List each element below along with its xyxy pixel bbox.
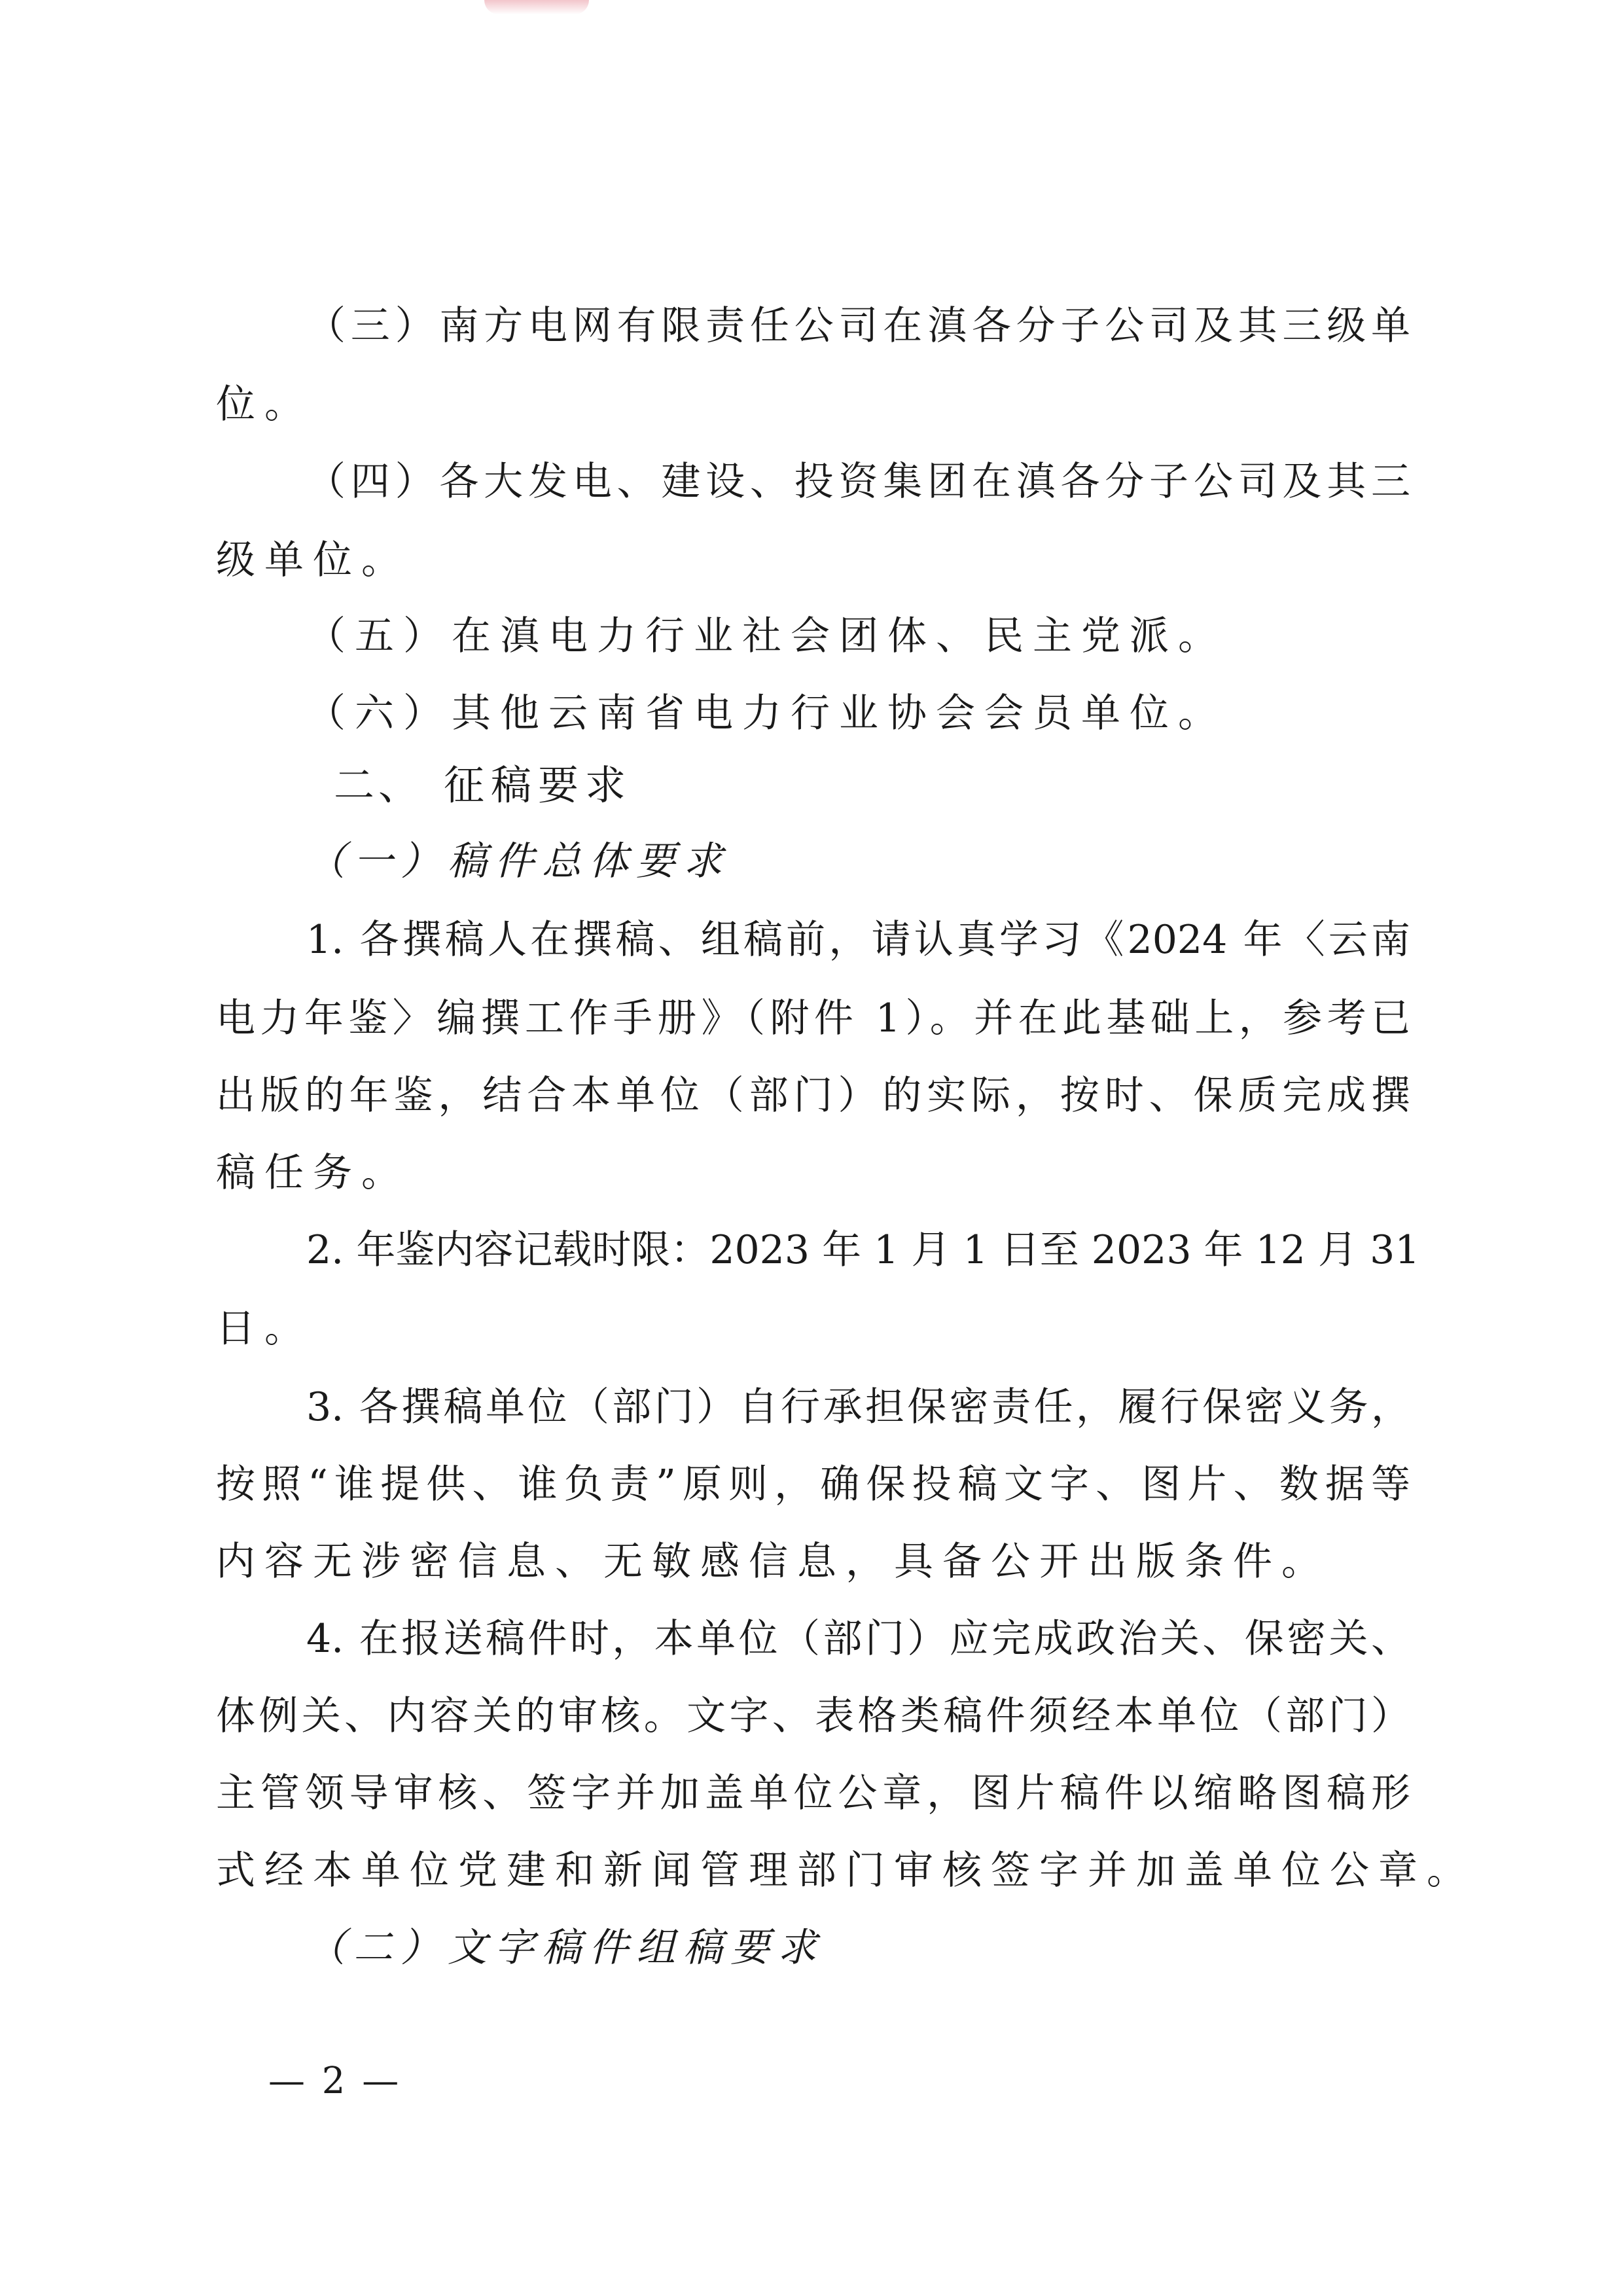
- page-number: — 2 —: [268, 2060, 402, 2102]
- paragraph-3-line-1: （三）南方电网有限责任公司在滇各分子公司及其三级单: [306, 303, 1410, 349]
- paragraph-4-line-2: 级单位。: [216, 537, 410, 583]
- item-4-line-1: 4. 在报送稿件时，本单位（部门）应完成政治关、保密关、: [306, 1616, 1410, 1662]
- item-2-line-1: 2. 年鉴内容记载时限：2023 年 1 月 1 日至 2023 年 12 月 31: [306, 1227, 1420, 1273]
- subsection-1-title: （一）稿件总体要求: [306, 838, 730, 884]
- item-2-line-2: 日。: [216, 1306, 313, 1352]
- section-heading: [334, 746, 632, 825]
- item-1-line-1: 1. 各撰稿人在撰稿、组稿前，请认真学习《2024 年〈云南: [306, 917, 1410, 963]
- item-3-line-1: 3. 各撰稿单位（部门）自行承担保密责任，履行保密义务，: [306, 1384, 1410, 1430]
- item-3-line-3: 内容无涉密信息、无敏感信息，具备公开出版条件。: [216, 1539, 1330, 1585]
- item-4-line-3: 主管领导审核、签字并加盖单位公章，图片稿件以缩略图稿形: [216, 1770, 1410, 1816]
- paragraph-5: （五）在滇电力行业社会团体、民主党派。: [306, 613, 1226, 659]
- item-4-line-4: 式经本单位党建和新闻管理部门审核签字并加盖单位公章。: [216, 1848, 1475, 1893]
- item-1-line-4: 稿任务。: [216, 1150, 410, 1196]
- item-1-line-2: 电力年鉴〉编撰工作手册》（附件 1）。并在此基础上，参考已: [216, 996, 1410, 1041]
- item-4-line-2: 体例关、内容关的审核。文字、表格类稿件须经本单位（部门）: [216, 1693, 1410, 1739]
- item-3-line-2: 按照“谁提供、谁负责”原则，确保投稿文字、图片、数据等: [216, 1462, 1410, 1507]
- paragraph-3-line-2: 位。: [216, 382, 313, 427]
- section-number: 二、: [334, 761, 423, 809]
- subsection-2-title: （二）文字稿件组稿要求: [306, 1925, 825, 1971]
- section-title: 征稿要求: [444, 761, 633, 809]
- item-1-line-3: 出版的年鉴，结合本单位（部门）的实际，按时、保质完成撰: [216, 1073, 1410, 1119]
- paragraph-4-line-1: （四）各大发电、建设、投资集团在滇各分子公司及其三: [306, 459, 1410, 505]
- paragraph-6: （六）其他云南省电力行业协会会员单位。: [306, 691, 1226, 736]
